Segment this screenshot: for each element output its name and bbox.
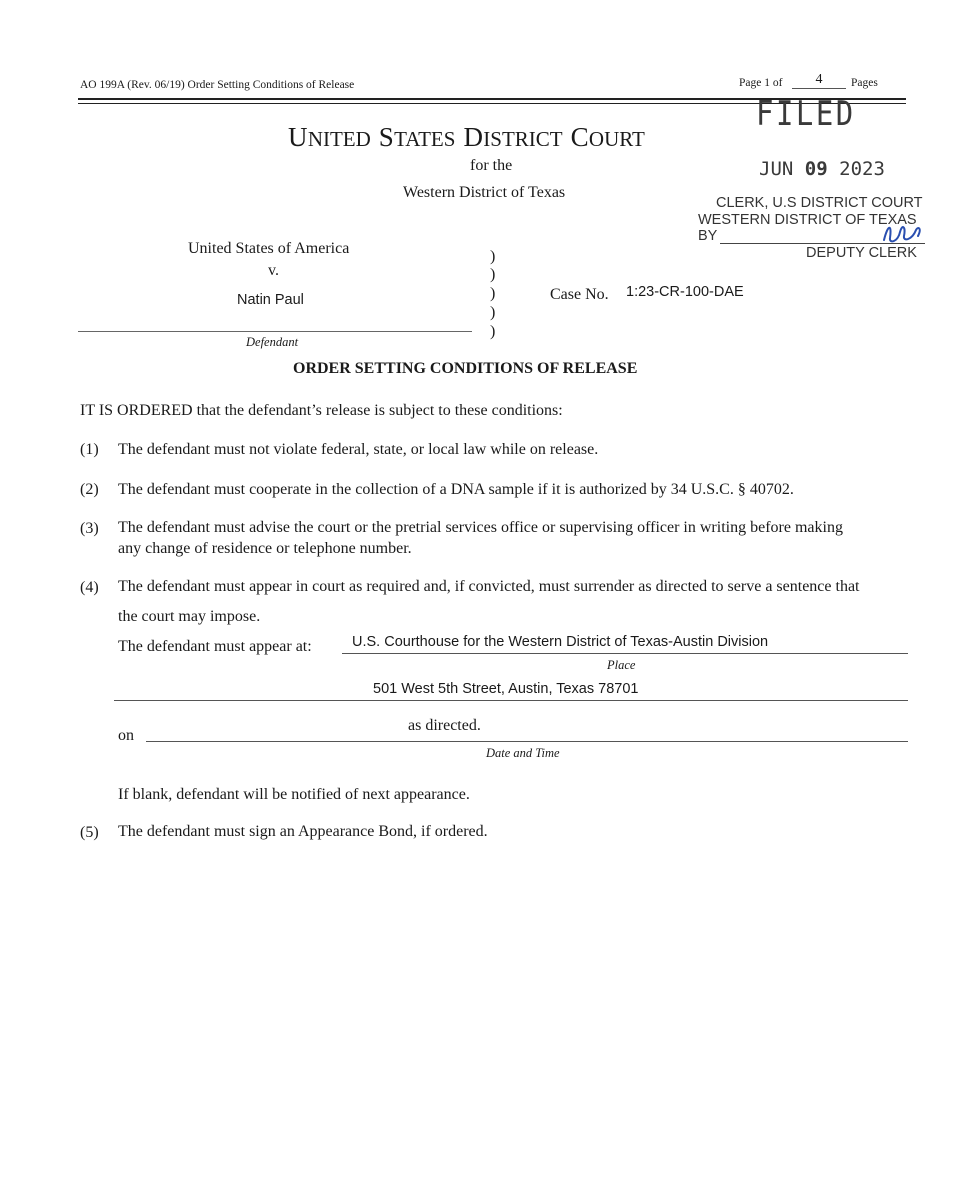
on-label: on <box>118 727 134 744</box>
page-total: 4 <box>792 72 846 89</box>
place-label: Place <box>607 658 636 672</box>
filed-date: JUN 09 2023 <box>759 158 885 180</box>
place-line <box>342 653 908 654</box>
appear-at-label: The defendant must appear at: <box>118 638 312 655</box>
clerk-line-1: CLERK, U.S DISTRICT COURT <box>716 195 923 211</box>
versus: v. <box>268 262 279 279</box>
condition-text: The defendant must cooperate in the collection of a DNA sample if it is authorized by 34 U.S.C. § 40702. <box>118 481 794 498</box>
caption-paren-5: ) <box>490 323 496 340</box>
caption-paren-3: ) <box>490 285 496 302</box>
deputy-initials-signature <box>878 220 926 248</box>
court-title: UNITED STATES DISTRICT COURT <box>288 122 645 152</box>
condition-text-line-2: the court may impose. <box>118 608 261 625</box>
caption-paren-2: ) <box>490 266 496 283</box>
address-line <box>114 700 908 701</box>
condition-number: (5) <box>80 824 99 841</box>
appearance-place-value: U.S. Courthouse for the Western District of Texas-Austin Division <box>352 634 769 650</box>
condition-text-line-1: The defendant must advise the court or the pretrial services office or supervising officer in writing before making <box>118 519 843 536</box>
condition-number: (1) <box>80 441 99 458</box>
by-label: BY <box>698 228 718 244</box>
caption-paren-1: ) <box>490 248 496 265</box>
defendant-line <box>78 331 472 332</box>
order-intro: IT IS ORDERED that the defendant’s release is subject to these conditions: <box>80 402 563 419</box>
condition-text: The defendant must sign an Appearance Bond, if ordered. <box>118 823 488 840</box>
order-title: ORDER SETTING CONDITIONS OF RELEASE <box>293 360 638 377</box>
date-time-label: Date and Time <box>486 746 560 760</box>
defendant-label: Defendant <box>246 335 299 349</box>
filed-stamp: FILED <box>756 94 856 134</box>
appearance-address-value: 501 West 5th Street, Austin, Texas 78701 <box>373 681 639 697</box>
plaintiff-name: United States of America <box>188 240 350 257</box>
caption-paren-4: ) <box>490 304 496 321</box>
blank-note: If blank, defendant will be notified of next appearance. <box>118 786 470 803</box>
defendant-name: Natin Paul <box>237 292 304 308</box>
case-number-value: 1:23-CR-100-DAE <box>626 284 744 300</box>
page-number-prefix: Page 1 of <box>739 77 783 89</box>
district-name: Western District of Texas <box>403 184 566 201</box>
clerk-line-2: WESTERN DISTRICT OF TEXAS <box>698 212 917 228</box>
date-time-line <box>146 741 908 742</box>
condition-number: (2) <box>80 481 99 498</box>
case-number-label: Case No. <box>550 286 609 303</box>
deputy-clerk-label: DEPUTY CLERK <box>806 245 917 261</box>
condition-number: (4) <box>80 579 99 596</box>
condition-number: (3) <box>80 520 99 537</box>
condition-text-line-1: The defendant must appear in court as required and, if convicted, must surrender as directed to serve a sentence that <box>118 578 860 595</box>
condition-text-line-2: any change of residence or telephone number. <box>118 540 412 557</box>
form-identifier: AO 199A (Rev. 06/19) Order Setting Conditions of Release <box>80 79 355 91</box>
appearance-date-value: as directed. <box>408 717 481 734</box>
for-the-text: for the <box>470 157 513 174</box>
pages-suffix: Pages <box>851 77 878 89</box>
condition-text: The defendant must not violate federal, state, or local law while on release. <box>118 441 599 458</box>
